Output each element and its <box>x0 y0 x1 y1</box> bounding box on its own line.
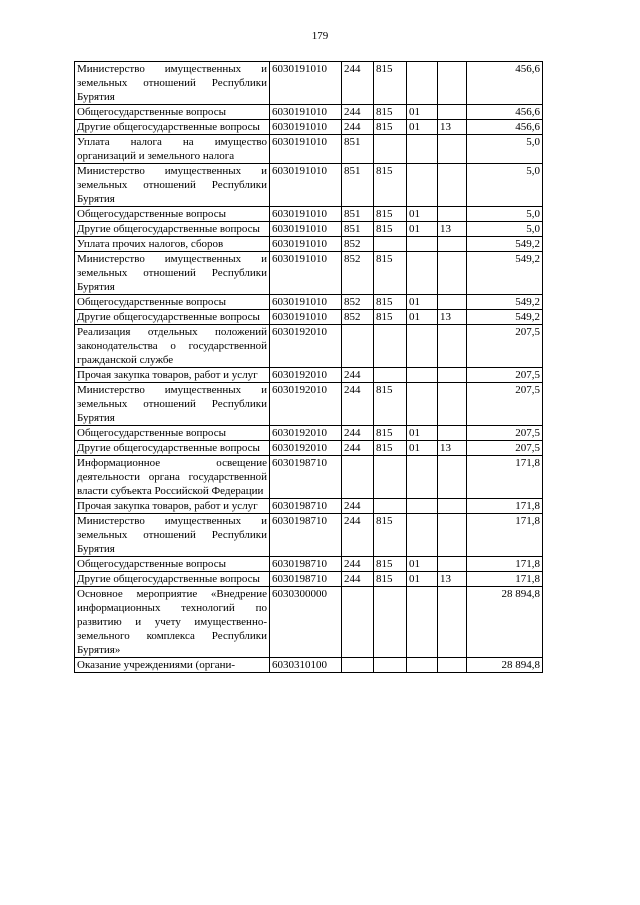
row-grbs-cell: 815 <box>374 105 407 120</box>
row-pr-cell <box>438 105 467 120</box>
row-pr-cell <box>438 426 467 441</box>
row-rz-cell: 01 <box>407 222 438 237</box>
row-name-cell: Министерство имущественных и земельных отношений Республики Бурятия <box>75 383 270 426</box>
row-sum-cell: 207,5 <box>467 441 543 456</box>
row-csr-cell: 6030191010 <box>270 120 342 135</box>
row-pr-cell <box>438 587 467 658</box>
row-grbs-cell: 815 <box>374 557 407 572</box>
row-sum-cell: 207,5 <box>467 383 543 426</box>
row-rz-cell <box>407 499 438 514</box>
row-pr-cell <box>438 499 467 514</box>
row-vr-cell: 851 <box>342 207 374 222</box>
row-csr-cell: 6030198710 <box>270 499 342 514</box>
row-rz-cell: 01 <box>407 441 438 456</box>
row-rz-cell: 01 <box>407 426 438 441</box>
row-sum-cell: 5,0 <box>467 222 543 237</box>
table-row <box>75 557 543 572</box>
budget-table <box>74 61 543 673</box>
row-csr-cell: 6030192010 <box>270 426 342 441</box>
row-csr-cell: 6030191010 <box>270 222 342 237</box>
row-csr-cell: 6030191010 <box>270 135 342 164</box>
row-sum-cell: 207,5 <box>467 325 543 368</box>
row-rz-cell <box>407 252 438 295</box>
row-rz-cell <box>407 62 438 105</box>
row-sum-cell: 207,5 <box>467 368 543 383</box>
row-pr-cell <box>438 207 467 222</box>
row-rz-cell <box>407 237 438 252</box>
row-sum-cell: 549,2 <box>467 310 543 325</box>
row-csr-cell: 6030191010 <box>270 62 342 105</box>
row-csr-cell: 6030192010 <box>270 368 342 383</box>
row-csr-cell: 6030191010 <box>270 105 342 120</box>
row-csr-cell: 6030310100 <box>270 658 342 673</box>
row-pr-cell <box>438 295 467 310</box>
row-name-cell: Министерство имущественных и земельных отношений Республики Бурятия <box>75 62 270 105</box>
row-vr-cell: 244 <box>342 426 374 441</box>
table-row <box>75 222 543 237</box>
table-row <box>75 383 543 426</box>
row-rz-cell: 01 <box>407 310 438 325</box>
table-row <box>75 295 543 310</box>
row-sum-cell: 171,8 <box>467 499 543 514</box>
row-sum-cell: 5,0 <box>467 135 543 164</box>
row-rz-cell: 01 <box>407 572 438 587</box>
row-vr-cell: 851 <box>342 222 374 237</box>
row-csr-cell: 6030191010 <box>270 295 342 310</box>
row-name-cell: Уплата прочих налогов, сборов <box>75 237 270 252</box>
row-vr-cell: 244 <box>342 62 374 105</box>
row-vr-cell: 852 <box>342 252 374 295</box>
row-rz-cell <box>407 325 438 368</box>
row-vr-cell: 244 <box>342 499 374 514</box>
row-pr-cell: 13 <box>438 120 467 135</box>
row-vr-cell <box>342 325 374 368</box>
row-sum-cell: 549,2 <box>467 252 543 295</box>
row-csr-cell: 6030192010 <box>270 325 342 368</box>
row-vr-cell <box>342 658 374 673</box>
row-sum-cell: 5,0 <box>467 207 543 222</box>
row-pr-cell <box>438 164 467 207</box>
row-name-cell: Другие общегосударственные вопросы <box>75 572 270 587</box>
row-vr-cell <box>342 587 374 658</box>
row-vr-cell: 852 <box>342 310 374 325</box>
table-row <box>75 237 543 252</box>
row-sum-cell: 549,2 <box>467 295 543 310</box>
row-grbs-cell <box>374 237 407 252</box>
budget-table-body <box>75 62 543 673</box>
row-vr-cell: 244 <box>342 368 374 383</box>
table-row <box>75 310 543 325</box>
row-vr-cell: 244 <box>342 572 374 587</box>
page-number: 179 <box>311 30 329 42</box>
table-row <box>75 441 543 456</box>
row-rz-cell <box>407 658 438 673</box>
row-vr-cell: 244 <box>342 120 374 135</box>
row-grbs-cell: 815 <box>374 120 407 135</box>
row-rz-cell: 01 <box>407 207 438 222</box>
row-grbs-cell: 815 <box>374 383 407 426</box>
row-pr-cell: 13 <box>438 310 467 325</box>
table-row <box>75 325 543 368</box>
row-rz-cell <box>407 514 438 557</box>
row-grbs-cell: 815 <box>374 222 407 237</box>
row-rz-cell: 01 <box>407 105 438 120</box>
row-vr-cell <box>342 456 374 499</box>
row-sum-cell: 5,0 <box>467 164 543 207</box>
row-rz-cell <box>407 135 438 164</box>
table-row <box>75 120 543 135</box>
row-name-cell: Министерство имущественных и земельных отношений Республики Бурятия <box>75 164 270 207</box>
row-grbs-cell <box>374 135 407 164</box>
row-pr-cell <box>438 62 467 105</box>
row-rz-cell: 01 <box>407 120 438 135</box>
row-grbs-cell <box>374 456 407 499</box>
row-vr-cell: 852 <box>342 295 374 310</box>
row-grbs-cell: 815 <box>374 252 407 295</box>
row-vr-cell: 244 <box>342 441 374 456</box>
row-pr-cell <box>438 557 467 572</box>
row-grbs-cell: 815 <box>374 572 407 587</box>
row-name-cell: Общегосударственные вопросы <box>75 426 270 441</box>
row-pr-cell <box>438 237 467 252</box>
row-name-cell: Оказание учреждениями (органи- <box>75 658 270 673</box>
table-row <box>75 514 543 557</box>
row-rz-cell <box>407 456 438 499</box>
row-rz-cell: 01 <box>407 557 438 572</box>
row-name-cell: Информационное освещение деятельности органа государственной власти субъекта Российской Федерации <box>75 456 270 499</box>
row-pr-cell: 13 <box>438 572 467 587</box>
row-name-cell: Прочая закупка товаров, работ и услуг <box>75 368 270 383</box>
row-name-cell: Министерство имущественных и земельных отношений Республики Бурятия <box>75 252 270 295</box>
row-pr-cell <box>438 135 467 164</box>
row-name-cell: Общегосударственные вопросы <box>75 105 270 120</box>
row-csr-cell: 6030198710 <box>270 572 342 587</box>
row-grbs-cell <box>374 658 407 673</box>
row-name-cell: Другие общегосударственные вопросы <box>75 222 270 237</box>
row-sum-cell: 28 894,8 <box>467 658 543 673</box>
row-csr-cell: 6030191010 <box>270 310 342 325</box>
row-sum-cell: 171,8 <box>467 456 543 499</box>
row-sum-cell: 549,2 <box>467 237 543 252</box>
row-pr-cell <box>438 514 467 557</box>
table-row <box>75 164 543 207</box>
row-grbs-cell <box>374 499 407 514</box>
row-name-cell: Основное мероприятие «Внедрение информационных технологий по развитию и учету имущественно-земельного комплекса Республики Бурятия» <box>75 587 270 658</box>
row-vr-cell: 852 <box>342 237 374 252</box>
row-grbs-cell <box>374 368 407 383</box>
row-name-cell: Реализация отдельных положений законодательства о государственной гражданской службе <box>75 325 270 368</box>
row-name-cell: Министерство имущественных и земельных отношений Республики Бурятия <box>75 514 270 557</box>
row-vr-cell: 244 <box>342 557 374 572</box>
row-sum-cell: 171,8 <box>467 514 543 557</box>
table-row <box>75 499 543 514</box>
row-vr-cell: 851 <box>342 164 374 207</box>
row-rz-cell <box>407 164 438 207</box>
row-csr-cell: 6030192010 <box>270 383 342 426</box>
row-csr-cell: 6030192010 <box>270 441 342 456</box>
row-grbs-cell: 815 <box>374 310 407 325</box>
row-name-cell: Общегосударственные вопросы <box>75 207 270 222</box>
row-sum-cell: 171,8 <box>467 557 543 572</box>
row-pr-cell <box>438 383 467 426</box>
table-row <box>75 658 543 673</box>
row-name-cell: Общегосударственные вопросы <box>75 295 270 310</box>
row-grbs-cell: 815 <box>374 207 407 222</box>
table-row <box>75 135 543 164</box>
row-csr-cell: 6030191010 <box>270 237 342 252</box>
row-pr-cell <box>438 368 467 383</box>
row-pr-cell: 13 <box>438 441 467 456</box>
table-row <box>75 572 543 587</box>
row-csr-cell: 6030191010 <box>270 164 342 207</box>
row-sum-cell: 456,6 <box>467 120 543 135</box>
table-row <box>75 456 543 499</box>
row-sum-cell: 456,6 <box>467 62 543 105</box>
row-csr-cell: 6030198710 <box>270 514 342 557</box>
row-csr-cell: 6030198710 <box>270 456 342 499</box>
row-name-cell: Другие общегосударственные вопросы <box>75 310 270 325</box>
row-grbs-cell: 815 <box>374 514 407 557</box>
row-grbs-cell: 815 <box>374 426 407 441</box>
row-pr-cell: 13 <box>438 222 467 237</box>
table-row <box>75 207 543 222</box>
row-grbs-cell: 815 <box>374 441 407 456</box>
row-csr-cell: 6030191010 <box>270 252 342 295</box>
row-grbs-cell <box>374 325 407 368</box>
row-sum-cell: 456,6 <box>467 105 543 120</box>
row-grbs-cell: 815 <box>374 295 407 310</box>
row-pr-cell <box>438 456 467 499</box>
row-name-cell: Уплата налога на имущество организаций и земельного налога <box>75 135 270 164</box>
row-vr-cell: 851 <box>342 135 374 164</box>
row-pr-cell <box>438 252 467 295</box>
table-row <box>75 252 543 295</box>
row-csr-cell: 6030300000 <box>270 587 342 658</box>
row-name-cell: Общегосударственные вопросы <box>75 557 270 572</box>
table-row <box>75 105 543 120</box>
row-rz-cell <box>407 368 438 383</box>
row-name-cell: Прочая закупка товаров, работ и услуг <box>75 499 270 514</box>
row-name-cell: Другие общегосударственные вопросы <box>75 120 270 135</box>
row-rz-cell <box>407 383 438 426</box>
row-vr-cell: 244 <box>342 383 374 426</box>
row-rz-cell <box>407 587 438 658</box>
row-sum-cell: 28 894,8 <box>467 587 543 658</box>
table-row <box>75 426 543 441</box>
table-row <box>75 587 543 658</box>
row-csr-cell: 6030198710 <box>270 557 342 572</box>
row-grbs-cell <box>374 587 407 658</box>
row-rz-cell: 01 <box>407 295 438 310</box>
row-sum-cell: 207,5 <box>467 426 543 441</box>
row-grbs-cell: 815 <box>374 62 407 105</box>
table-row <box>75 62 543 105</box>
row-vr-cell: 244 <box>342 514 374 557</box>
row-vr-cell: 244 <box>342 105 374 120</box>
row-pr-cell <box>438 658 467 673</box>
row-csr-cell: 6030191010 <box>270 207 342 222</box>
row-name-cell: Другие общегосударственные вопросы <box>75 441 270 456</box>
row-grbs-cell: 815 <box>374 164 407 207</box>
row-sum-cell: 171,8 <box>467 572 543 587</box>
row-pr-cell <box>438 325 467 368</box>
table-row <box>75 368 543 383</box>
